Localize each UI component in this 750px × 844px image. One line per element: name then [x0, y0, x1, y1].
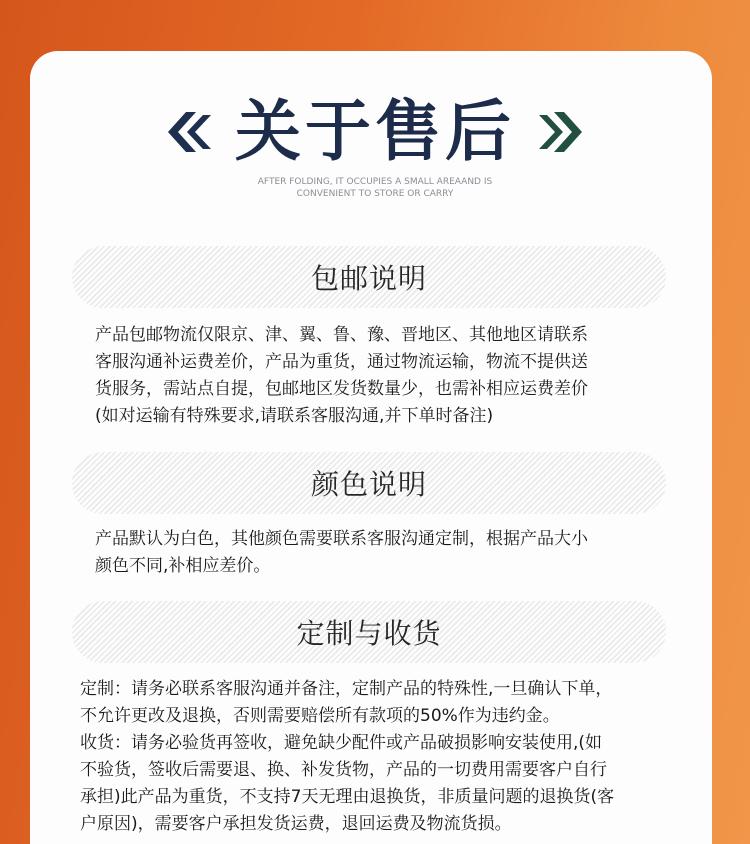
paragraph-line: 产品默认为白色，其他颜色需要联系客服沟通定制，根据产品大小 — [95, 529, 588, 549]
section-title: 定制与收货 — [296, 617, 442, 650]
paragraph-line: 颜色不同,补相应差价。 — [95, 556, 271, 576]
paragraph-line: 客服沟通补运费差价，产品为重货，通过物流运输，物流不提供送 — [95, 352, 588, 372]
color-text — [95, 526, 588, 580]
custom-receipt-text — [80, 676, 614, 838]
page-title: 关于售后 — [235, 93, 515, 170]
paragraph-line: 货服务，需站点自提，包邮地区发货数量少，也需补相应运费差价 — [95, 379, 588, 399]
paragraph-line: 收货：请务必验货再签收，避免缺少配件或产品破损影响安装使用,(如 — [80, 733, 603, 753]
subtitle-line-1: AFTER FOLDING, IT OCCUPIES A SMALL AREAAND IS — [257, 177, 493, 187]
double-chevron-left-icon — [163, 107, 213, 157]
section-title: 颜色说明 — [310, 468, 427, 501]
paragraph-line: 产品包邮物流仅限京、津、翼、鲁、豫、晋地区、其他地区请联系 — [95, 325, 588, 345]
section-header-free-shipping — [72, 246, 666, 308]
paragraph-line: 不验货，签收后需要退、换、补发货物，产品的一切费用需要客户自行 — [80, 760, 607, 780]
page-header — [0, 92, 750, 172]
subtitle-line-2: CONVENIENT TO STORE OR CARRY — [296, 189, 454, 199]
paragraph-line: 定制：请务必联系客服沟通并备注，定制产品的特殊性,一旦确认下单， — [80, 679, 613, 699]
section-header-color — [72, 452, 666, 514]
double-chevron-right-icon — [537, 107, 587, 157]
paragraph-line: (如对运输有特殊要求,请联系客服沟通,并下单时备注) — [95, 406, 494, 426]
free-shipping-text — [95, 322, 588, 430]
paragraph-line: 户原因)，需要客户承担发货运费，退回运费及物流货损。 — [80, 814, 512, 834]
section-title: 包邮说明 — [310, 262, 427, 295]
section-header-custom-receipt — [72, 601, 666, 663]
paragraph-line: 承担)此产品为重货，不支持7天无理由退换货，非质量问题的退换货(客 — [80, 787, 615, 807]
paragraph-line: 不允许更改及退换，否则需要赔偿所有款项的50%作为违约金。 — [80, 706, 560, 726]
